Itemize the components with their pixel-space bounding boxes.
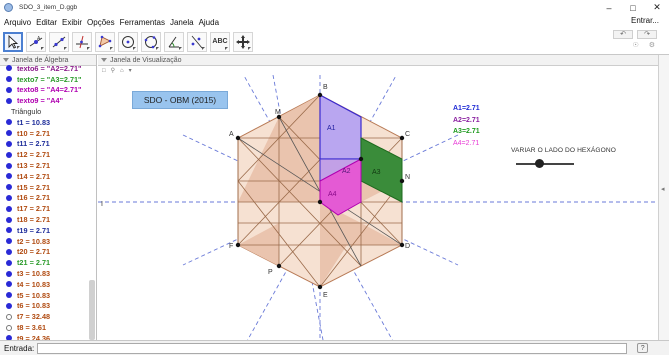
graphics-style-bar xyxy=(98,66,658,75)
algebra-row[interactable] xyxy=(6,257,96,268)
right-collapse-strip[interactable] xyxy=(658,55,669,340)
visibility-toggle-icon[interactable] xyxy=(6,173,12,179)
graphics-view-header xyxy=(98,55,658,66)
visibility-toggle-icon[interactable] xyxy=(6,141,12,147)
input-bar xyxy=(0,340,669,355)
algebra-row[interactable] xyxy=(6,160,96,171)
point-label-a: A xyxy=(229,131,234,138)
algebra-row-text: t11 = 2.71 xyxy=(17,139,50,149)
algebra-row-text: t16 = 2.71 xyxy=(17,193,51,203)
algebra-row[interactable] xyxy=(6,279,96,290)
point-label-e: E xyxy=(323,292,328,299)
algebra-row[interactable] xyxy=(6,74,96,85)
window-title: SDO_3_item_D.ggb xyxy=(19,4,78,11)
algebra-row[interactable] xyxy=(6,171,96,182)
text-tool-label: ABC xyxy=(212,38,228,45)
maximize-button[interactable]: □ xyxy=(630,2,636,13)
menu-exibir[interactable]: Exibir xyxy=(62,17,83,27)
algebra-row[interactable] xyxy=(6,149,96,160)
pin-icon[interactable]: ⚲ xyxy=(110,68,116,74)
slider-knob[interactable] xyxy=(535,159,544,168)
area-values xyxy=(453,103,480,149)
menu-bar xyxy=(0,15,669,29)
grid-toggle-icon[interactable]: □ xyxy=(102,67,106,74)
algebra-row[interactable] xyxy=(6,301,96,312)
algebra-row-text: t10 = 2.71 xyxy=(17,128,51,138)
collapse-triangle-icon[interactable] xyxy=(101,58,107,62)
algebra-row-text: texto9 = "A4" xyxy=(17,96,64,106)
algebra-view-title: Janela de Álgebra xyxy=(12,56,69,64)
hexagon-side-slider[interactable] xyxy=(516,163,574,165)
visibility-toggle-icon[interactable] xyxy=(6,325,12,331)
label-a1: A1 xyxy=(327,125,336,132)
visibility-toggle-icon[interactable] xyxy=(6,152,12,158)
geometry-canvas[interactable] xyxy=(98,75,658,340)
point-label-d: D xyxy=(405,243,411,250)
collapse-triangle-icon[interactable] xyxy=(3,58,9,62)
toolbar xyxy=(0,29,669,54)
label-a4: A4 xyxy=(328,191,337,198)
algebra-row[interactable] xyxy=(6,95,96,106)
visibility-toggle-icon[interactable] xyxy=(6,227,12,233)
window-controls xyxy=(597,0,669,15)
angle-tool-button[interactable] xyxy=(164,32,184,52)
label-a3: A3 xyxy=(372,169,381,176)
visibility-toggle-icon[interactable] xyxy=(6,271,12,277)
settings-gear-icon[interactable]: ⚙ xyxy=(648,42,655,49)
algebra-row[interactable] xyxy=(6,322,96,333)
point-label-i: I xyxy=(101,201,103,208)
algebra-row-text: t9 = 24.36 xyxy=(17,333,51,340)
minimize-button[interactable]: – xyxy=(606,2,612,13)
title-bar xyxy=(0,0,669,15)
point-label-m: M xyxy=(275,109,281,116)
undo-redo-group xyxy=(613,30,657,39)
move-graphics-tool-button[interactable] xyxy=(233,32,253,52)
line-tool-button[interactable] xyxy=(49,32,69,52)
algebra-row[interactable] xyxy=(6,139,96,150)
visibility-toggle-icon[interactable] xyxy=(6,249,12,255)
algebra-row[interactable] xyxy=(6,85,96,96)
redo-button[interactable]: ↷ xyxy=(637,30,657,39)
algebra-scrollbar[interactable] xyxy=(89,280,95,340)
algebra-row-text: t8 = 3.61 xyxy=(17,323,47,333)
label-a2: A2 xyxy=(342,168,351,175)
visibility-toggle-icon[interactable] xyxy=(6,87,12,93)
help-icon[interactable]: ☉ xyxy=(632,42,639,49)
algebra-row[interactable] xyxy=(6,268,96,279)
algebra-row-text: t19 = 2.71 xyxy=(17,225,51,235)
close-button[interactable]: ✕ xyxy=(653,2,661,12)
expand-arrow-icon[interactable]: ◂ xyxy=(661,186,665,193)
algebra-row[interactable] xyxy=(6,203,96,214)
svg-text:A: A xyxy=(37,35,41,42)
algebra-row-text: t14 = 2.71 xyxy=(17,171,51,181)
visibility-toggle-icon[interactable] xyxy=(6,130,12,136)
point-label-b: B xyxy=(323,84,328,91)
menu-ajuda[interactable]: Ajuda xyxy=(198,17,220,27)
circle-tool-button[interactable] xyxy=(118,32,138,52)
algebra-row-text: texto6 = "A2=2.71" xyxy=(17,63,82,73)
algebra-row-text: t12 = 2.71 xyxy=(17,150,51,160)
visibility-toggle-icon[interactable] xyxy=(6,217,12,223)
algebra-row[interactable] xyxy=(6,225,96,236)
visibility-toggle-icon[interactable] xyxy=(6,206,12,212)
visibility-toggle-icon[interactable] xyxy=(6,76,12,82)
point-label-c: C xyxy=(405,131,411,138)
graphics-view-title: Janela de Visualização xyxy=(110,56,182,64)
area-a3-text: A3=2.71 xyxy=(453,128,480,135)
circle-three-points-tool-button[interactable] xyxy=(141,32,161,52)
algebra-row-text: t17 = 2.71 xyxy=(17,204,51,214)
algebra-row-text: t3 = 10.83 xyxy=(17,269,51,279)
perpendicular-tool-button[interactable] xyxy=(72,32,92,52)
signin-link[interactable]: Entrar... xyxy=(630,16,659,25)
visibility-toggle-icon[interactable] xyxy=(6,303,12,309)
visibility-toggle-icon[interactable] xyxy=(6,195,12,201)
dropdown-icon[interactable]: ▾ xyxy=(128,68,132,74)
geogebra-app-icon xyxy=(4,3,13,12)
home-view-icon[interactable]: ⌂ xyxy=(120,67,124,74)
algebra-row[interactable] xyxy=(6,117,96,128)
visibility-toggle-icon[interactable] xyxy=(6,119,12,125)
algebra-row-text: t6 = 10.83 xyxy=(17,301,51,311)
reflect-tool-button[interactable] xyxy=(187,32,207,52)
visibility-toggle-icon[interactable] xyxy=(6,281,12,287)
text-tool-button[interactable] xyxy=(210,32,230,52)
algebra-row-text: texto8 = "A4=2.71" xyxy=(17,85,82,95)
menu-janela[interactable]: Janela xyxy=(169,17,194,27)
area-a1-text: A1=2.71 xyxy=(453,105,480,112)
algebra-group-header[interactable] xyxy=(6,106,96,117)
algebra-row-text: t7 = 32.48 xyxy=(17,312,51,322)
algebra-row[interactable] xyxy=(6,193,96,204)
algebra-row-text: texto7 = "A3=2.71" xyxy=(17,74,82,84)
algebra-row[interactable] xyxy=(6,63,96,74)
algebra-row-text: t13 = 2.71 xyxy=(17,161,51,171)
algebra-row[interactable] xyxy=(6,214,96,225)
input-label: Entrada: xyxy=(4,343,35,353)
algebra-row[interactable] xyxy=(6,128,96,139)
algebra-row[interactable] xyxy=(6,311,96,322)
algebra-row[interactable] xyxy=(6,236,96,247)
area-a2-text: A2=2.71 xyxy=(453,116,480,124)
algebra-row-text: t15 = 2.71 xyxy=(17,182,51,192)
algebra-row-text: t21 = 2.71 xyxy=(17,258,51,268)
algebra-view xyxy=(0,55,97,340)
algebra-row-text: t20 = 2.71 xyxy=(17,247,51,257)
menu-editar[interactable]: Editar xyxy=(36,17,58,27)
algebra-row[interactable] xyxy=(6,333,96,340)
visibility-toggle-icon[interactable] xyxy=(6,65,12,71)
help-settings-icons xyxy=(632,41,655,49)
slider-label: VARIAR O LADO DO HEXÁGONO xyxy=(511,147,616,154)
algebra-row[interactable] xyxy=(6,247,96,258)
polygon-tool-button[interactable] xyxy=(95,32,115,52)
visibility-toggle-icon[interactable] xyxy=(6,184,12,190)
menu-arquivo[interactable]: Arquivo xyxy=(4,17,32,27)
algebra-row-text: t1 = 10.83 xyxy=(17,117,51,127)
sdo-title-box: SDO - OBM (2015) xyxy=(132,91,228,109)
algebra-row-text: Triângulo xyxy=(11,107,42,117)
algebra-row-text: t4 = 10.83 xyxy=(17,279,51,289)
visibility-toggle-icon[interactable] xyxy=(6,163,12,169)
input-field[interactable] xyxy=(37,343,627,354)
undo-button[interactable]: ↶ xyxy=(613,30,633,39)
visibility-toggle-icon[interactable] xyxy=(6,260,12,266)
point-label-p: P xyxy=(268,269,273,276)
point-label-n: N xyxy=(405,174,411,181)
visibility-toggle-icon[interactable] xyxy=(6,238,12,244)
algebra-list xyxy=(0,63,96,340)
input-help-icon[interactable]: ? xyxy=(637,343,648,353)
menu-ferramentas[interactable]: Ferramentas xyxy=(119,17,165,27)
point-tool-button[interactable] xyxy=(26,32,46,52)
algebra-row[interactable] xyxy=(6,290,96,301)
point-label-f: F xyxy=(229,243,234,250)
area-a4-text: A4=2.71 xyxy=(453,139,480,147)
move-tool-button[interactable] xyxy=(3,32,23,52)
visibility-toggle-icon[interactable] xyxy=(6,98,12,104)
menu-opcoes[interactable]: Opções xyxy=(87,17,115,27)
algebra-row-text: t18 = 2.71 xyxy=(17,215,51,225)
algebra-row-text: t5 = 10.83 xyxy=(17,290,51,300)
algebra-row-text: t2 = 10.83 xyxy=(17,236,51,246)
algebra-row[interactable] xyxy=(6,182,96,193)
visibility-toggle-icon[interactable] xyxy=(6,292,12,298)
graphics-view xyxy=(98,55,658,340)
visibility-toggle-icon[interactable] xyxy=(6,314,12,320)
